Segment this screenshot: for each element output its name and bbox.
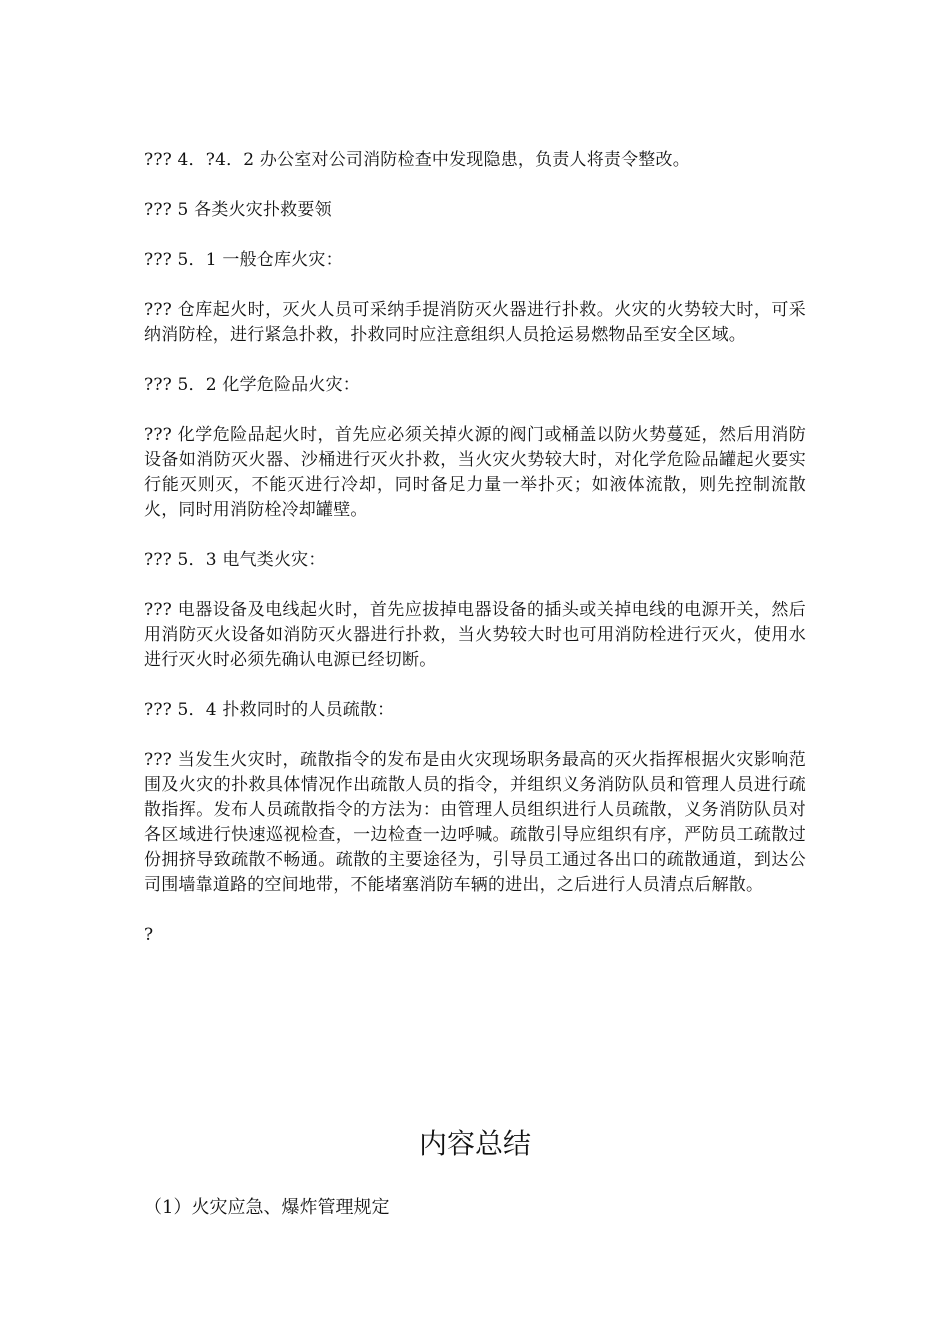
summary-item: （1）火灾应急、爆炸管理规定	[144, 1197, 390, 1218]
paragraph-warehouse-fire: ??? 仓库起火时，灭火人员可采纳手提消防灭火器进行扑救。火灾的火势较大时，可采纳消防栓，进行紧急扑救，扑救同时应注意组织人员抢运易燃物品至安全区域。	[144, 300, 806, 345]
document-body	[144, 148, 806, 948]
paragraph-evacuation: ??? 当发生火灾时，疏散指令的发布是由火灾现场职务最高的灭火指挥根据火灾影响范围及火灾的扑救具体情况作出疏散人员的指令，并组织义务消防队员和管理人员进行疏散指挥。发布人员疏散指令的方法为：由管理人员组织进行人员疏散，义务消防队员对各区域进行快速巡视检查，一边检查一边呼喊。疏散引导应组织有序，严防员工疏散过份拥挤导致疏散不畅通。疏散的主要途径为，引导员工通过各出口的疏散通道，到达公司围墙靠道路的空间地带，不能堵塞消防车辆的进出，之后进行人员清点后解散。	[144, 750, 806, 895]
paragraph-4-4-2: ??? 4．?4．2 办公室对公司消防检查中发现隐患，负责人将责令整改。	[144, 150, 690, 170]
heading-5-3: ??? 5．3 电气类火灾：	[144, 550, 326, 570]
heading-5-2: ??? 5．2 化学危险品火灾：	[144, 375, 360, 395]
heading-5-4: ??? 5．4 扑救同时的人员疏散：	[144, 700, 395, 720]
summary-title: 内容总结	[418, 1127, 531, 1160]
heading-section-5: ??? 5 各类火灾扑救要领	[144, 200, 332, 220]
heading-5-1: ??? 5．1 一般仓库火灾：	[144, 250, 343, 270]
paragraph-chemical-fire: ??? 化学危险品起火时，首先应必须关掉火源的阀门或桶盖以防火势蔓延，然后用消防设备如消防灭火器、沙桶进行灭火扑救，当火灾火势较大时，对化学危险品罐起火要实行能灭则灭，不能灭进行冷却，同时备足力量一举扑灭；如液体流散，则先控制流散火，同时用消防栓冷却罐壁。	[144, 425, 806, 520]
paragraph-electrical-fire: ??? 电器设备及电线起火时，首先应拔掉电器设备的插头或关掉电线的电源开关，然后用消防灭火设备如消防灭火器进行扑救，当火势较大时也可用消防栓进行灭火，使用水进行灭火时必须先确认电源已经切断。	[144, 600, 806, 670]
paragraph-trailing-mark: ?	[144, 925, 154, 945]
